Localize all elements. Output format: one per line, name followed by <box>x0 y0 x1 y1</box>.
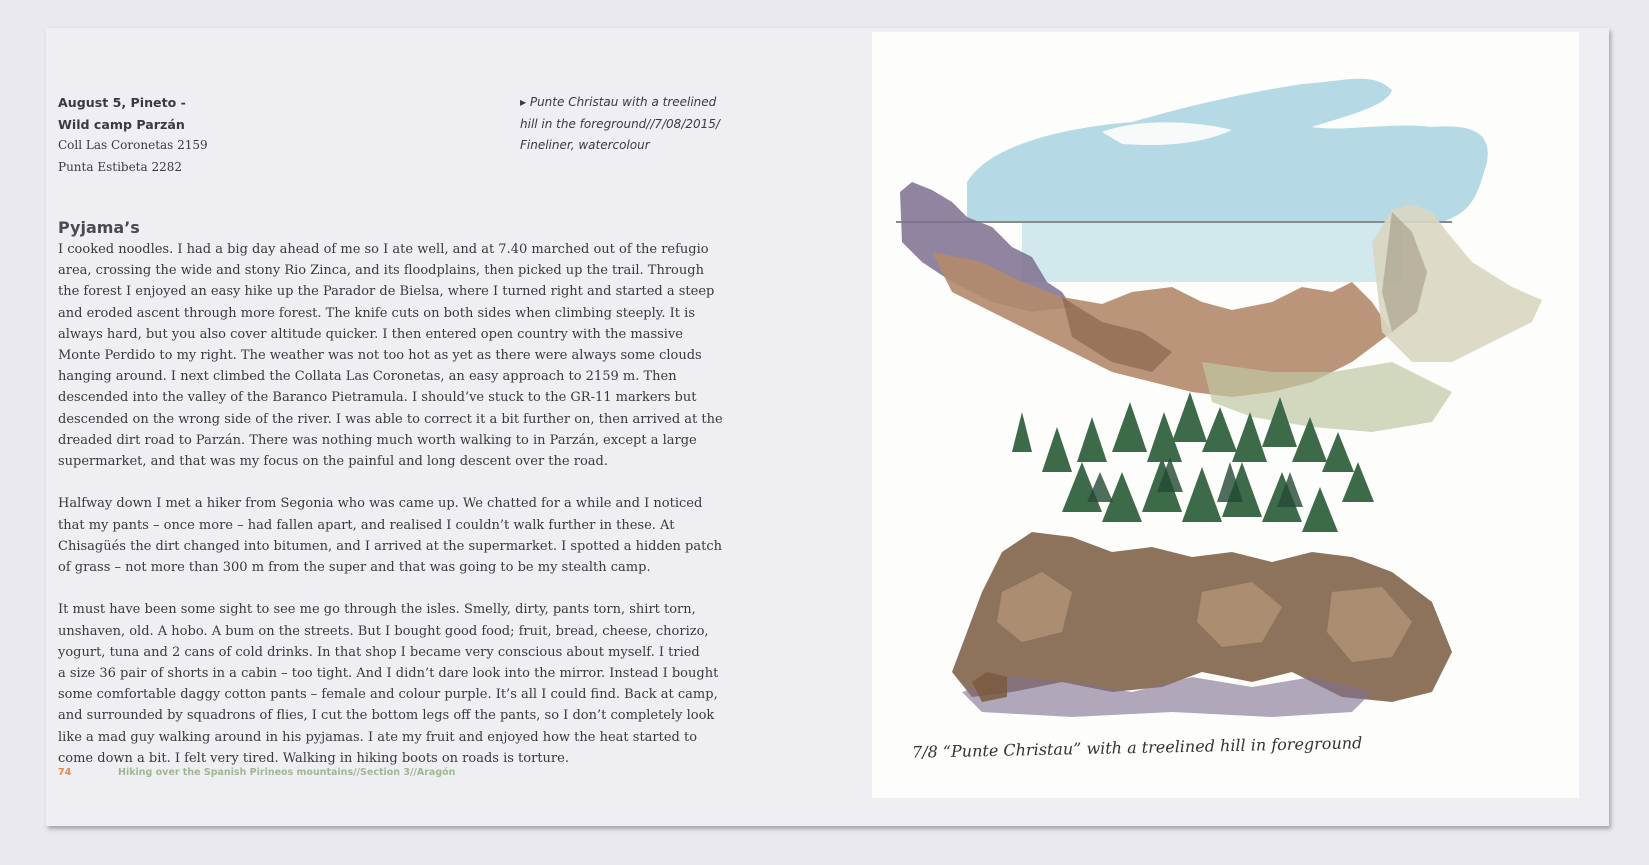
page-number: 74 <box>58 767 72 778</box>
sky-wash <box>967 79 1488 222</box>
entry-camp: Wild camp Parzán <box>58 116 185 132</box>
book-spread <box>46 28 1609 826</box>
left-page <box>58 28 758 826</box>
entry-date: August 5, Pineto - <box>58 95 186 110</box>
valley-wash <box>1022 222 1402 282</box>
watercolour-illustration <box>872 32 1579 798</box>
paragraph: Halfway down I met a hiker from Segonia who was came up. We chatted for a while and I noticed that my pants – once more – had fallen apart, and realised I couldn’t walk further in these. At Chisagüés the dirt changed into bitumen, and I arrived at the supermarket. I spotted a hidden patch of grass – not more than 300 m from the super and that was going to be my stealth camp. <box>58 496 722 576</box>
landscape-sketch <box>872 32 1579 798</box>
caption-line-1: ▸ Punte Christau with a treelined <box>520 95 717 109</box>
entry-pass: Coll Las Coronetas 2159 <box>58 138 208 152</box>
entry-peak: Punta Estibeta 2282 <box>58 159 183 174</box>
section-heading: Pyjama’s <box>58 218 140 237</box>
green-slope <box>1202 362 1452 432</box>
body-text <box>58 239 743 790</box>
caption-line-2: hill in the foreground//7/08/2015/ <box>520 116 720 131</box>
caption-line-3: Fineliner, watercolour <box>520 138 650 152</box>
entry-metadata <box>58 92 358 178</box>
paragraph: It must have been some sight to see me go through the isles. Smelly, dirty, pants torn, shirt torn, unshaven, old. A hobo. A bum on the streets. But I bought good food; fruit, bread, cheese, chorizo, yogurt, tuna and 2 cans of cold drinks. In that shop I became very conscious about myself. I tried a size 36 pair of shorts in a cabin – too tight. And I didn’t dare look into the mirror. Instead I bought some comfortable daggy cotton pants – female and colour purple. It’s all I could find. Back at camp, and surrounded by squadrons of flies, I cut the bottom legs off the pants, so I don’t completely look like a mad guy walking around in his pyjamas. I ate my fruit and enjoyed how the heat started to come down a bit. I felt very tired. Walking in hiking boots on roads is torture. <box>58 602 719 766</box>
illustration-caption <box>520 92 750 157</box>
paragraph: I cooked noodles. I had a big day ahead of me so I ate well, and at 7.40 marched out of the refugio area, crossing the wide and stony Rio Zinca, and its floodplains, then picked up the trail. Through the forest I enjoyed an easy hike up the Parador de Bielsa, where I turned right and started a steep and eroded ascent through more forest. The knife cuts on both sides when climbing steeply. It is always hard, but you also cover altitude quicker. I then entered open country with the massive Monte Perdido to my right. The weather was not too hot as yet as there were always some clouds hanging around. I next climbed the Collata Las Coronetas, an easy approach to 2159 m. Then descended into the valley of the Baranco Pietramula. I should’ve stuck to the GR-11 markers but descended on the wrong side of the river. I was able to correct it a bit further on, then arrived at the dreaded dirt road to Parzán. There was nothing much worth walking to in Parzán, except a large supermarket, and that was my focus on the painful and long descent over the road. <box>58 242 723 470</box>
handwritten-caption: 7/8 “Punte Christau” with a treelined hill in foreground <box>911 733 1363 762</box>
running-title: Hiking over the Spanish Pirineos mountains//Section 3//Aragón <box>118 767 456 778</box>
